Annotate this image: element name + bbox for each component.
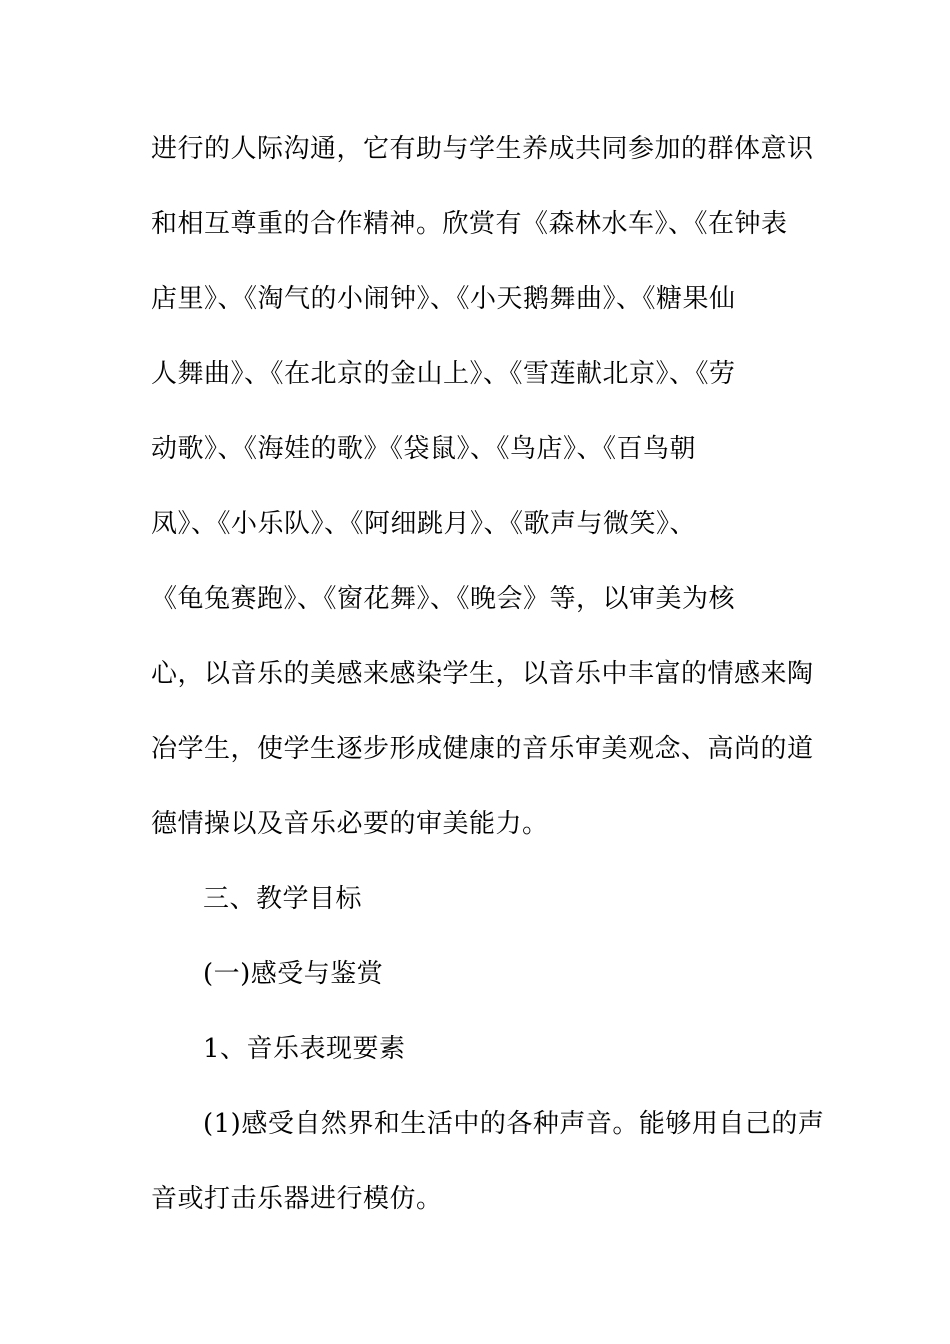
paragraph-line: 凤》、《小乐队》、《阿细跳月》、《歌声与微笑》、 (151, 509, 697, 539)
paragraph-line: 动歌》、《海娃的歌》《袋鼠》、《鸟店》、《百鸟朝 (151, 434, 697, 464)
subsection-heading: (一)感受与鉴赏 (203, 959, 384, 989)
paragraph-line: 冶学生，使学生逐步形成健康的音乐审美观念、高尚的道 (151, 734, 814, 764)
paragraph-line: 音或打击乐器进行模仿。 (151, 1184, 443, 1214)
paragraph-line: 进行的人际沟通，它有助与学生养成共同参加的群体意识 (151, 134, 814, 164)
paragraph-line: 店里》、《淘气的小闹钟》、《小天鹅舞曲》、《糖果仙 (151, 284, 736, 314)
section-heading: 三、教学目标 (203, 884, 363, 914)
paragraph-line: (1)感受自然界和生活中的各种声音。能够用自己的声 (203, 1109, 825, 1139)
paragraph-line: 心，以音乐的美感来感染学生，以音乐中丰富的情感来陶 (151, 659, 814, 689)
paragraph-line: 《龟兔赛跑》、《窗花舞》、《晚会》等，以审美为核 (151, 584, 736, 614)
item-heading: 1、音乐表现要素 (203, 1034, 406, 1064)
paragraph-line: 和相互尊重的合作精神。欣赏有《森林水车》、《在钟表 (151, 209, 788, 239)
paragraph-line: 人舞曲》、《在北京的金山上》、《雪莲献北京》、《劳 (151, 359, 736, 389)
paragraph-line: 德情操以及音乐必要的审美能力。 (151, 809, 549, 839)
